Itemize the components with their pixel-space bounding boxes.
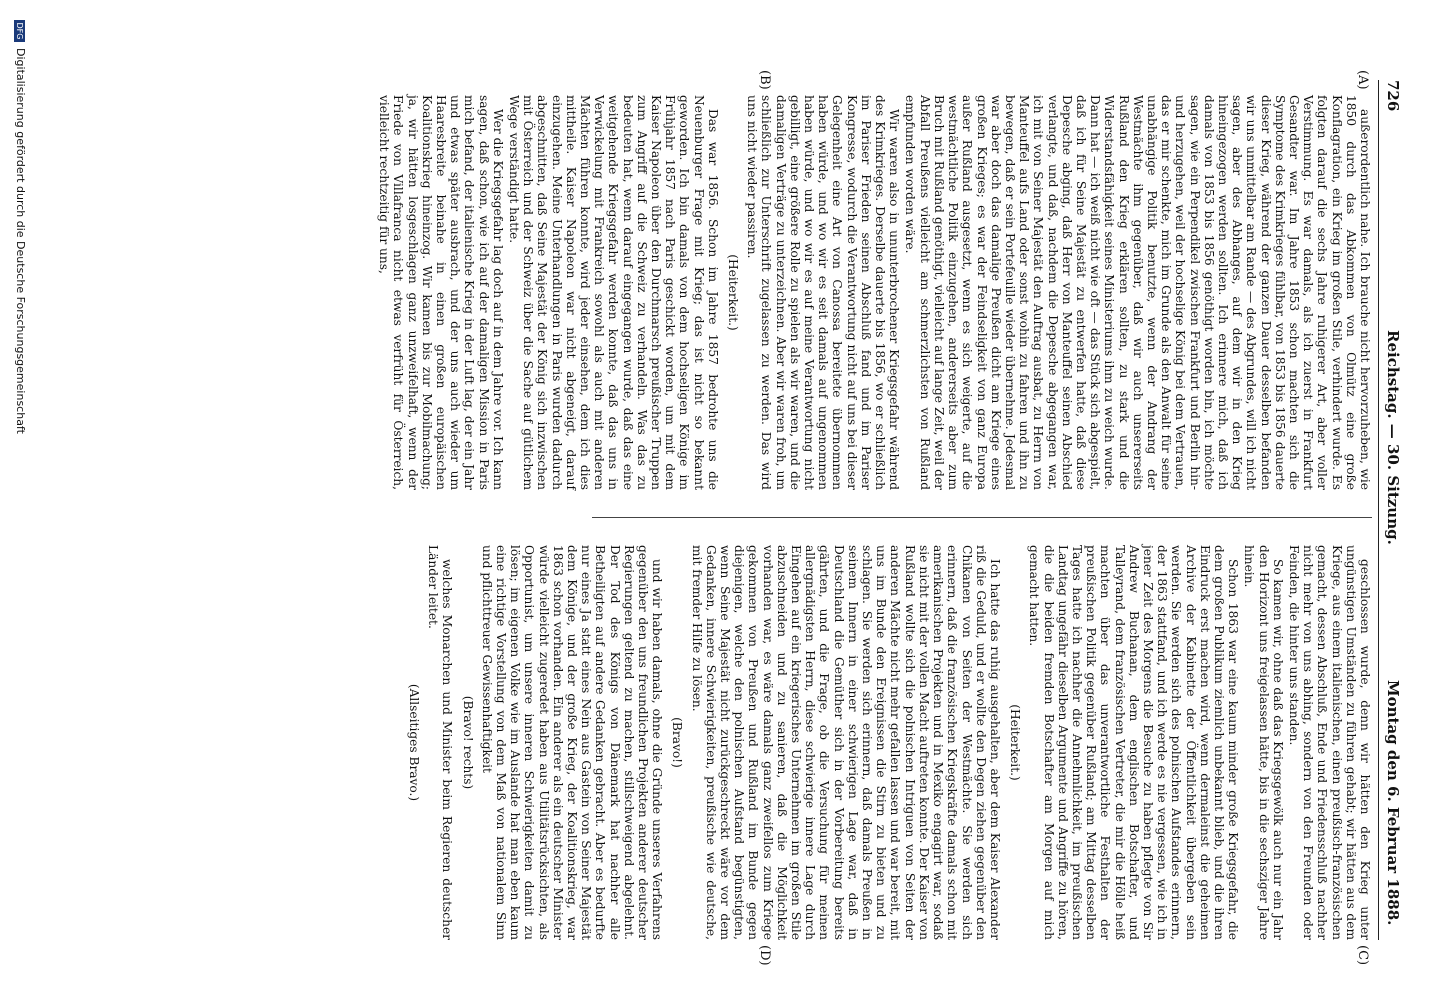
digitization-footer <box>14 20 27 434</box>
paragraph: Wer die Kriegsgefahr lag doch auf in dem Jahre vor. Ich kann sagen, daß schon, wie ich auf der damaligen Mission in Paris mich befand, der italienische Krieg in der Luft lag, der ein Jahr und etwas später ausbrach, und der uns auch wieder um Haaresbreite beinahe in einen großen europäischen Koalitionskrieg hineinzog. Wir kamen bis zur Mobilmachung; ja, wir hätten losgeschlagen ganz unzweifelhaft, wenn der Friede von Villafranca nicht etwas verfrüht für Österreich, vielleicht rechtzeitig für uns, <box>377 95 505 490</box>
page-number: 726 <box>1384 80 1402 112</box>
margin-mark-b: (B) <box>757 70 772 90</box>
column-divider <box>592 517 1372 518</box>
audience-reaction: (Bravo! rechts) <box>460 695 475 790</box>
paragraph: Schon 1863 war eine kaum minder große Kriegsgefahr, die dem großen Publikum ziemlich unbekannt blieb, und die ihren Eindruck erst machen wird, wenn dermaleinst die geheimen Archive der Kabinette der Öffentlichkeit übergeben sein werden. Sie werden sich des polnischen Aufstandes erinnern, der 1863 stattfand, und ich werde es nie vergessen, wie ich in jener Zeit des Morgens die Besuche zu haben pflegte von Sir Andrew Buchanan, dem englischen Botschafter, und Talleyrand, dem französischen Vertreter, die mir die Hölle heiß machten über das unverantwortliche Festhalten der preußischen Politik gegenüber Rußland; am Mittag desselben Tages hatte ich nachher die Annehmlichkeit, im preußischen Landtag ungefähr dieselben Argumente und Angriffe zu hören, die die beiden fremden Botschafter am Morgen auf mich gemacht hatten. <box>1027 545 1241 940</box>
margin-mark-c: (C) <box>1355 945 1370 966</box>
paragraph: Das war 1856. Schon im Jahre 1857 bedrohte uns die Neuenburger Frage mit Krieg; das ist nicht so bekannt geworden. Ich bin damals von dem hochseligen Könige im Frühjahr 1857 nach Paris geschickt worden, um mit dem Kaiser Napoleon über den Durchmarsch preußischer Truppen zum Angriff auf die Schweiz zu verhandeln. Was das zu bedeuten hat, wenn darauf eingegangen wurde, daß das eine weitgehende Kriegsgefahr werden konnte, daß das uns in Verwickelung mit Frankreich sowohl als auch mit anderen Mächten führen konnte, wird jeder einsehen, dem ich dies mittheile. Kaiser Napoleon war nicht abgeneigt, darauf einzugehen. Meine Unterhandlungen in Paris wurden dadurch abgeschnitten, daß Seine Majestät der König sich inzwischen mit Österreich und der Schweiz über die Sache auf gütlichem Wege verständigt hatte. <box>507 95 720 490</box>
right-text-column <box>407 545 1372 940</box>
paragraph: Ich hatte das ruhig ausgehalten, aber dem Kaiser Alexander riß die Geduld, und er wollte den Degen ziehen gegenüber den Chikanen von Seiten der Westmächte. Sie werden sich erinnern, daß die französischen Kriegskräfte damals schon mit amerikanischen Projekten und in Mexiko engagirt war, sodaß sie nicht mit der vollen Macht auftreten konnte. Der Kaiser von Rußland wollte sich die polnischen Intriguen von Seiten der anderen Mächte nicht mehr gefallen lassen und war bereit, mit uns im Bunde den Ereignissen die Stirn zu bieten und zu schlagen. Sie werden sich erinnern, daß damals Preußen in seinem Innern in einer schwierigen Lage war, daß in Deutschland die Gemüther sich in der Vorbereitung bereits gährten, und die Frage, ob die Versuchung für meinen allergnädigsten Herrn, diese schwierige innere Lage durch Eingehen auf ein kriegerisches Unternehmen im großen Stile abzuschneiden und zu sanieren, daß die Möglichkeit vorhanden war, es wäre damals ganz zweifellos zum Kriege gekommen von Preußen und Rußland im Bunde gegen diejenigen, welche den polnischen Aufstand begünstigten, wenn Seine Majestät nicht zurückgeschreckt wäre vor dem Gedanken, innere Schwierigkeiten, preußische wie deutsche, mit fremder Hilfe zu lösen. <box>689 545 1002 940</box>
page-title: Reichstag. — 30. Sitzung. <box>1384 330 1402 545</box>
margin-mark-a: (A) <box>1355 70 1370 90</box>
paragraph: So kamen wir, ohne daß das Kriegsgewölk auch nur ein Jahr den Horizont uns freigelassen hätte, bis in die sechsziger Jahre hinein. <box>1242 545 1285 940</box>
header-rule <box>1378 80 1379 940</box>
audience-reaction: (Bravo!) <box>670 717 685 768</box>
page-header <box>1376 80 1402 926</box>
audience-reaction: (Allseitiges Bravo.) <box>407 683 421 802</box>
session-date: Montag den 6. Februar 1888. <box>1384 680 1402 926</box>
margin-mark-d: (D) <box>757 945 772 966</box>
audience-reaction: (Heiterkeit.) <box>726 254 741 331</box>
paragraph: Wir waren also in ununterbrochener Kriegsgefahr während des Krimkrieges. Derselbe dauerte bis 1856, wo er schließlich im Pariser Frieden seinen Abschluß fand und im Pariser Kongresse, wodurch die Verantwortung nicht auf uns bei dieser Gelegenheit eine Art von Canossa bereitete übernommen haben würde, und wo wir es seit damals auf ungenommen haben würde, und wo wir es auf meine Verantwortung nicht gebilligt, eine größere Rolle zu spielen als wir waren, und die damaligen Verträge zu unterzeichnen. Aber wir waren froh, um schließlich zur Unterschrift zugelassen zu werden. Das wird uns nicht wieder passiren. <box>745 95 902 490</box>
paragraph: und wir haben damals, ohne die Gründe unseres Verfahrens gegenüber den uns freundlichen Projekten anderer deutscher Regierungen geltend zu machen, stillschweigend abgelehnt. Der Tod des Königs von Dänemark hat nachher alle Betheiligten auf andere Gedanken gebracht. Aber es bedurfte nur eines Ja statt eines Nein aus Gastein von Seiner Majestät dem Könige, und der große Krieg, der Koalitionskrieg, war 1863 schon vorhanden. Ein anderer als ein deutscher Minister würde vielleicht zugeredet haben aus Utilitätsrücksichten, als Opportunist, um unsere inneren Schwierigkeiten damit zu lösen; im eigenen Volke wie im Auslande hat man eben kaum eine richtige Vorstellung von dem Maß von nationalem Sinn und pflichttreuer Gewissenhaftigkeit <box>479 545 665 940</box>
footer-credit: Digitalisierung gefördert durch die Deutsche Forschungsgemeinschaft <box>14 48 27 434</box>
dfg-logo: DFG <box>15 20 26 42</box>
audience-reaction: (Heiterkeit.) <box>1008 704 1023 781</box>
left-text-column <box>377 95 1372 490</box>
paragraph: geschlossen wurde, denn wir hätten den Krieg unter ungünstigen Umständen zu führen gehabt; wir hätten aus dem Kriege, aus einem italienischen, einen preußisch-französischen gemacht, dessen Abschluß, Ende und Friedensschluß nachher nicht mehr von uns abhing, sondern von den Freunden oder Feinden, die hinter uns standen. <box>1286 545 1372 940</box>
paragraph: außerordentlich nahe. Ich brauche nicht hervorzuheben, wie 1850 durch das Abkommen von Olmütz eine große Konflagration, ein Krieg im großen Stile, verhindert wurde. Es folgten darauf die sechs Jahre ruhigerer Art, aber voller Verstimmung. Es war damals, als ich zuerst in Frankfurt Gesandter war. Im Jahre 1853 schon machten sich die Symptome des Krimkrieges fühlbar, von 1853 bis 1856 dauerte dieser Krieg, während der ganzen Dauer desselben befanden wir uns unmittelbar am Rande — des Abgrundes, will ich nicht sagen, aber des Abhanges, auf dem wir in den Krieg hineingezogen werden sollten. Ich erinnere mich, daß ich damals von 1853 bis 1856 genöthigt worden bin, ich möchte sagen, wie ein Perpendikel zwischen Frankfurt und Berlin hin- und herzugehen, weil der hochselige König bei dem Vertrauen, das er mir schenkte, mich im Grunde als den Anwalt für seine unabhängige Politik benutzte, wenn der Andrang der Westmächte ihm gegenüber, daß wir auch unsererseits Rußland den Krieg erklären sollten, zu stark und die Widerstandsfähigkeit seines Ministeriums ihm zu weich wurde. Dann hat — ich weiß nicht wie oft — das Stück sich abgespielt, daß ich für Seine Majestät zu entwerfen hatte, daß diese Depesche abging, daß Herr von Manteuffel seinen Abschied verlangte, und daß, nachdem die Depesche abgegangen war, ich mit von Seiner Majestät den Auftrag ausbat, zu Herrn von Manteuffel aufs Land oder sonst wohin zu fahren und ihn zu bewegen, daß er sein Portefeuille wieder übernehme. Jedesmal war aber doch das damalige Preußen dicht am Kriege eines großen Krieges; es war der Feindseligkeit von ganz Europa außer Rußland ausgesetzt, wenn es sich weigerte, auf die westmächtliche Politik einzugehen, andererseits aber zum Bruch mit Rußland genöthigt, vielleicht auf lange Zeit, weil der Abfall Preußens vielleicht am schmerzlichsten von Rußland empfunden worden wäre. <box>903 95 1372 490</box>
paragraph: welches Monarchen und Minister beim Regieren deutscher Länder leitet. <box>426 545 455 940</box>
